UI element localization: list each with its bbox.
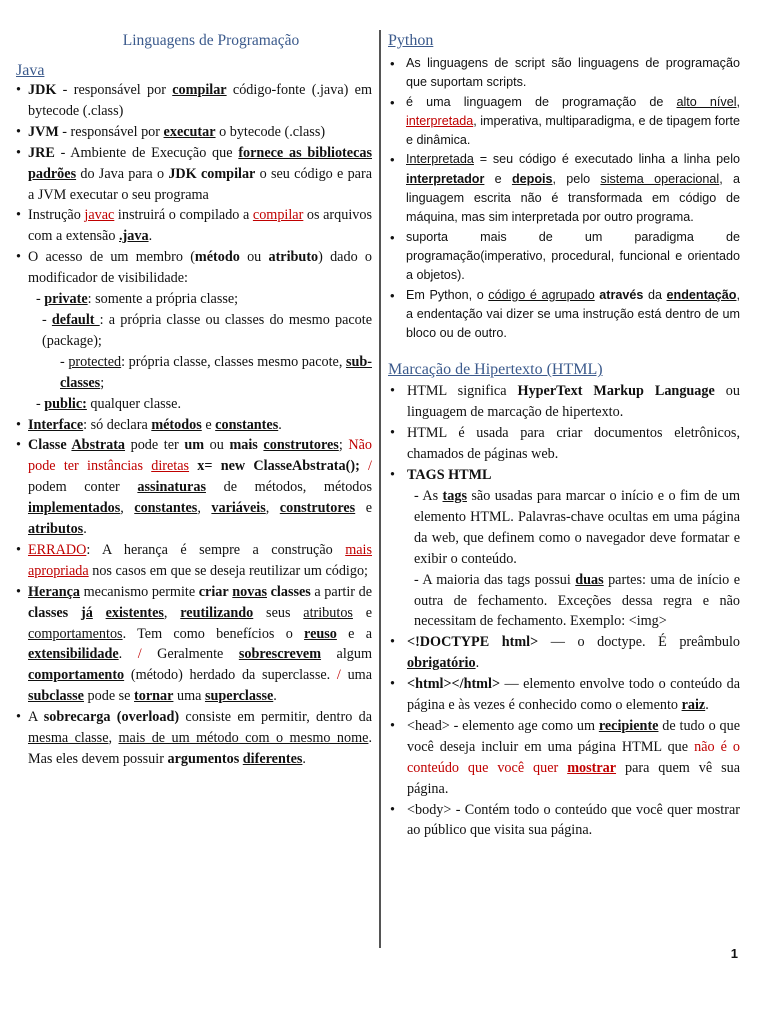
java-heading: Java (16, 62, 45, 79)
errado-item: • ERRADO: A herança é sempre a construção mais apropriada nos casos em que se deseja reutilizar um código; (16, 540, 372, 582)
overload-item: • A sobrecarga (overload) consiste em permitir, dentro da mesma classe, mais de um método com o mesmo nome. Mas eles devem possuir argumentos diferentes. (16, 707, 372, 770)
modifier-protected: - protected: própria classe, classes mesmo pacote, sub-classes; (60, 353, 372, 391)
html-item-2: • HTML é usada para criar documentos eletrônicos, chamados de páginas web. (388, 423, 740, 465)
tags-paragraph-2: - A maioria das tags possui duas partes: uma de início e outra de fechamento. Exceções dessa regra e não necessitam de fechamento. Exemplo: <img> (414, 571, 740, 630)
html-item-head: • <head> - elemento age como um recipiente de tudo o que você deseja incluir em uma página HTML que não é o conteúdo que você quer mostrar para quem vê sua página. (388, 716, 740, 800)
python-item-2: • é uma linguagem de programação de alto nível, interpretada, imperativa, multiparadigma, e de tipagem forte e dinâmica. (388, 93, 740, 151)
left-column (16, 32, 372, 770)
html-item-body: • <body> - Contém todo o conteúdo que você quer mostrar ao público que visita sua página. (388, 800, 740, 842)
modifier-private: - private: somente a própria classe; (36, 291, 239, 308)
javac-item: • Instrução javac instruirá o compilado a compilar os arquivos com a extensão .java. (16, 205, 372, 247)
abstract-class-item: • Classe Abstrata pode ter um ou mais construtores; Não pode ter instâncias diretas x= new ClasseAbstrata(); / podem conter assinaturas de métodos, métodos implementados, constantes, variáveis, construtores e atributos. (16, 435, 372, 540)
jre-item: • JRE - Ambiente de Execução que fornece as bibliotecas padrões do Java para o JDK compilar o seu código e para a JVM executar o seu programa (16, 143, 372, 206)
jdk-item: • JDK - responsável por compilar código-fonte (.java) em bytecode (.class) (16, 80, 372, 122)
python-heading: Python (388, 32, 434, 49)
html-item-tags: • TAGS HTML (388, 465, 740, 486)
python-item-3: • Interpretada = seu código é executado linha a linha pelo interpretador e depois, pelo sistema operacional, a linguagem escrita não é transformada em código de máquina, mas sim interpretada por outro programa. (388, 150, 740, 227)
html-item-1: • HTML significa HyperText Markup Language ou linguagem de marcação de hipertexto. (388, 381, 740, 423)
heranca-item: • Herança mecanismo permite criar novas classes a partir de classes já existentes, reutilizando seus atributos e comportamentos. Tem como benefícios o reuso e a extensibilidade. / Geralmente sobrescrevem algum comportamento (método) herdado da superclasse. / uma subclasse pode se tornar uma superclasse. (16, 582, 372, 707)
html-heading: Marcação de Hipertexto (HTML) (388, 361, 603, 379)
right-column (388, 32, 740, 841)
access-item: • O acesso de um membro (método ou atributo) dado o modificador de visibilidade: (16, 247, 372, 289)
modifier-default: - default : a própria classe ou classes do mesmo pacote (package); (42, 311, 373, 349)
tags-paragraph-1: - As tags são usadas para marcar o início e o fim de um elemento HTML. Palavras-chave ocultas em uma página da web, que definem como o navegador deve formatar e exibir o conteúdo. (414, 487, 740, 567)
column-divider (379, 30, 381, 948)
python-item-5: • Em Python, o código é agrupado através da endentação, a endentação vai dizer se uma instrução está dentro de um bloco ou de outro. (388, 286, 740, 344)
document-title: Linguagens de Programação (122, 32, 300, 49)
python-item-1: • As linguagens de script são linguagens de programação que suportam scripts. (388, 54, 740, 93)
modifier-public: - public: qualquer classe. (36, 395, 182, 412)
interface-item: • Interface: só declara métodos e constantes. (16, 415, 372, 436)
jvm-item: • JVM - responsável por executar o bytecode (.class) (16, 122, 372, 143)
html-item-doctype: • <!DOCTYPE html> — o doctype. É preâmbulo obrigatório. (388, 632, 740, 674)
html-item-html-tag: • <html></html> — elemento envolve todo o conteúdo da página e às vezes é conhecido como o elemento raiz. (388, 674, 740, 716)
page-number: 1 (730, 946, 738, 961)
python-item-4: • suporta mais de um paradigma de programação(imperativo, procedural, funcional e orientado a objetos). (388, 228, 740, 286)
